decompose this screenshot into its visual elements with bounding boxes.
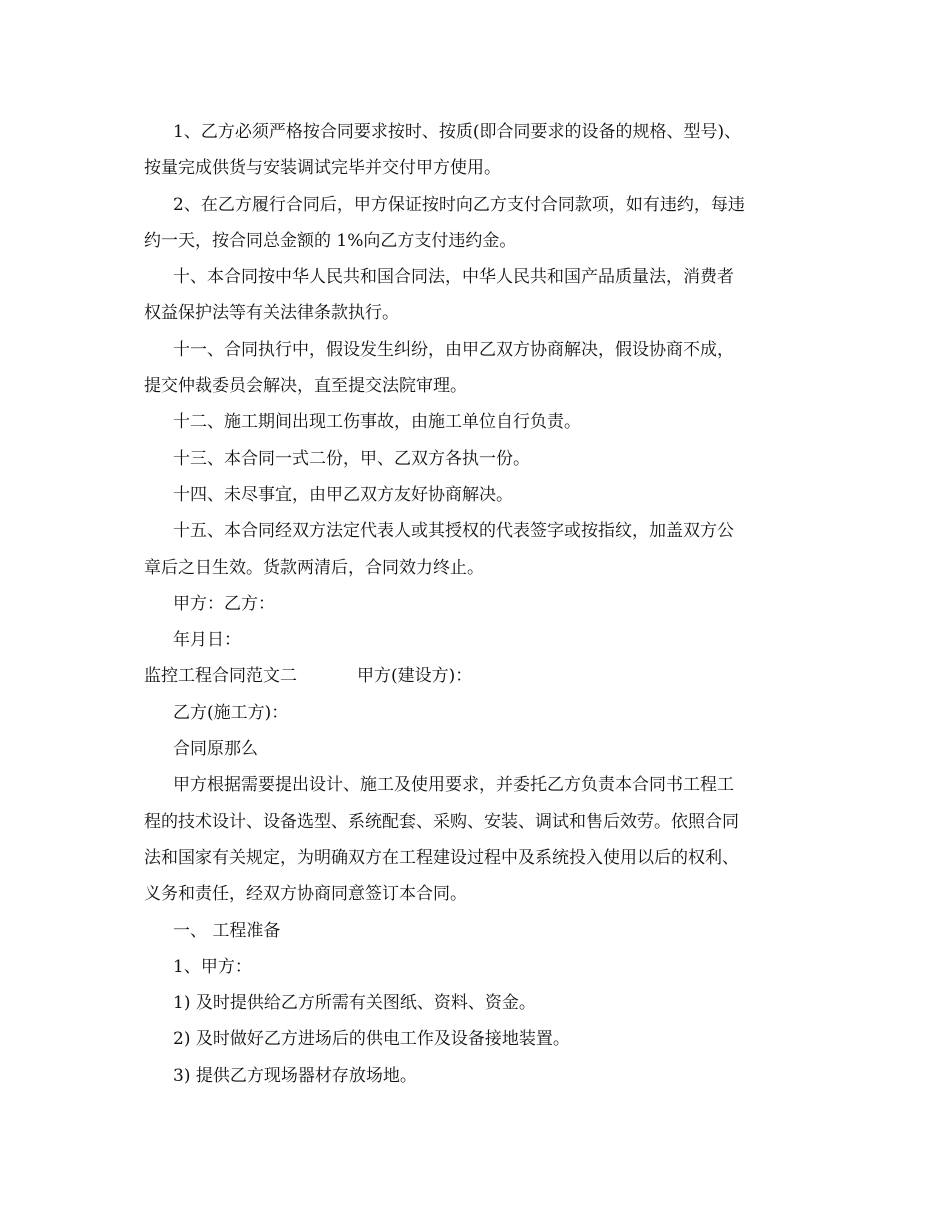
paragraph [144, 408, 814, 444]
text-line: 合同原那么 [173, 739, 258, 760]
contract-clauses [144, 118, 814, 662]
paragraph [144, 953, 814, 989]
text-line: 3) 提供乙方现场器材存放场地。 [173, 1065, 417, 1086]
text-line: 十五、本合同经双方法定代表人或其授权的代表签字或按指纹，加盖双方公 [173, 521, 734, 542]
paragraph [144, 263, 814, 336]
paragraph [144, 699, 814, 735]
paragraph [144, 735, 814, 771]
paragraph [144, 336, 814, 409]
paragraph [144, 118, 814, 191]
text-line: 十二、施工期间出现工伤事故，由施工单位自行负责。 [173, 412, 581, 433]
paragraph [144, 517, 814, 590]
paragraph [144, 590, 814, 626]
text-line: 法和国家有关规定，为明确双方在工程建设过程中及系统投入使用以后的权利、 [144, 847, 739, 868]
section-heading-line [144, 662, 814, 698]
text-line: 2) 及时做好乙方进场后的供电工作及设备接地装置。 [173, 1029, 570, 1050]
text-line: 年月日： [173, 630, 241, 651]
text-line: 程的技术设计、设备选型、系统配套、采购、安装、调试和售后效劳。依照合同 [144, 811, 739, 832]
paragraph [144, 989, 814, 1025]
party-a-label: 甲方(建设方)： [357, 666, 473, 687]
text-line: 1、乙方必须严格按合同要求按时、按质(即合同要求的设备的规格、型号)、 [173, 122, 742, 142]
text-line: 约一天，按合同总金额的 1%向乙方支付违约金。 [144, 230, 517, 251]
paragraph [144, 191, 814, 264]
paragraph [144, 481, 814, 517]
text-line: 十三、本合同一式二份，甲、乙双方各执一份。 [173, 448, 530, 469]
paragraph [144, 1025, 814, 1061]
section-title: 监控工程合同范文二 [144, 666, 297, 687]
text-line: 1) 及时提供给乙方所需有关图纸、资料、资金。 [173, 993, 536, 1014]
text-line: 乙方(施工方)： [173, 702, 289, 723]
paragraph [144, 917, 814, 953]
document-page [144, 118, 814, 1098]
text-line: 十四、未尽事宜，由甲乙双方友好协商解决。 [173, 484, 513, 505]
text-line: 义务和责任，经双方协商同意签订本合同。 [144, 884, 467, 905]
text-line: 一、 工程准备 [173, 920, 281, 941]
text-line: 按量完成供货与安装调试完毕并交付甲方使用。 [144, 158, 501, 179]
text-line: 权益保护法等有关法律条款执行。 [144, 303, 399, 324]
text-line: 章后之日生效。货款两清后，合同效力终止。 [144, 557, 484, 578]
text-line: 甲方根据需要提出设计、施工及使用要求，并委托乙方负责本合同书工程工 [173, 775, 734, 796]
text-line: 1、甲方： [173, 956, 252, 977]
paragraph [144, 445, 814, 481]
contract-body [144, 699, 814, 1098]
text-line: 甲方：乙方： [173, 593, 275, 614]
text-line: 提交仲裁委员会解决，直至提交法院审理。 [144, 376, 467, 397]
text-line: 十、本合同按中华人民共和国合同法，中华人民共和国产品质量法，消费者 [173, 267, 734, 288]
paragraph [144, 1062, 814, 1098]
text-line: 十一、合同执行中，假设发生纠纷，由甲乙双方协商解决，假设协商不成， [173, 339, 734, 360]
text-line: 2、在乙方履行合同后，甲方保证按时向乙方支付合同款项，如有违约，每违 [173, 194, 745, 215]
paragraph [144, 771, 814, 916]
paragraph [144, 626, 814, 662]
